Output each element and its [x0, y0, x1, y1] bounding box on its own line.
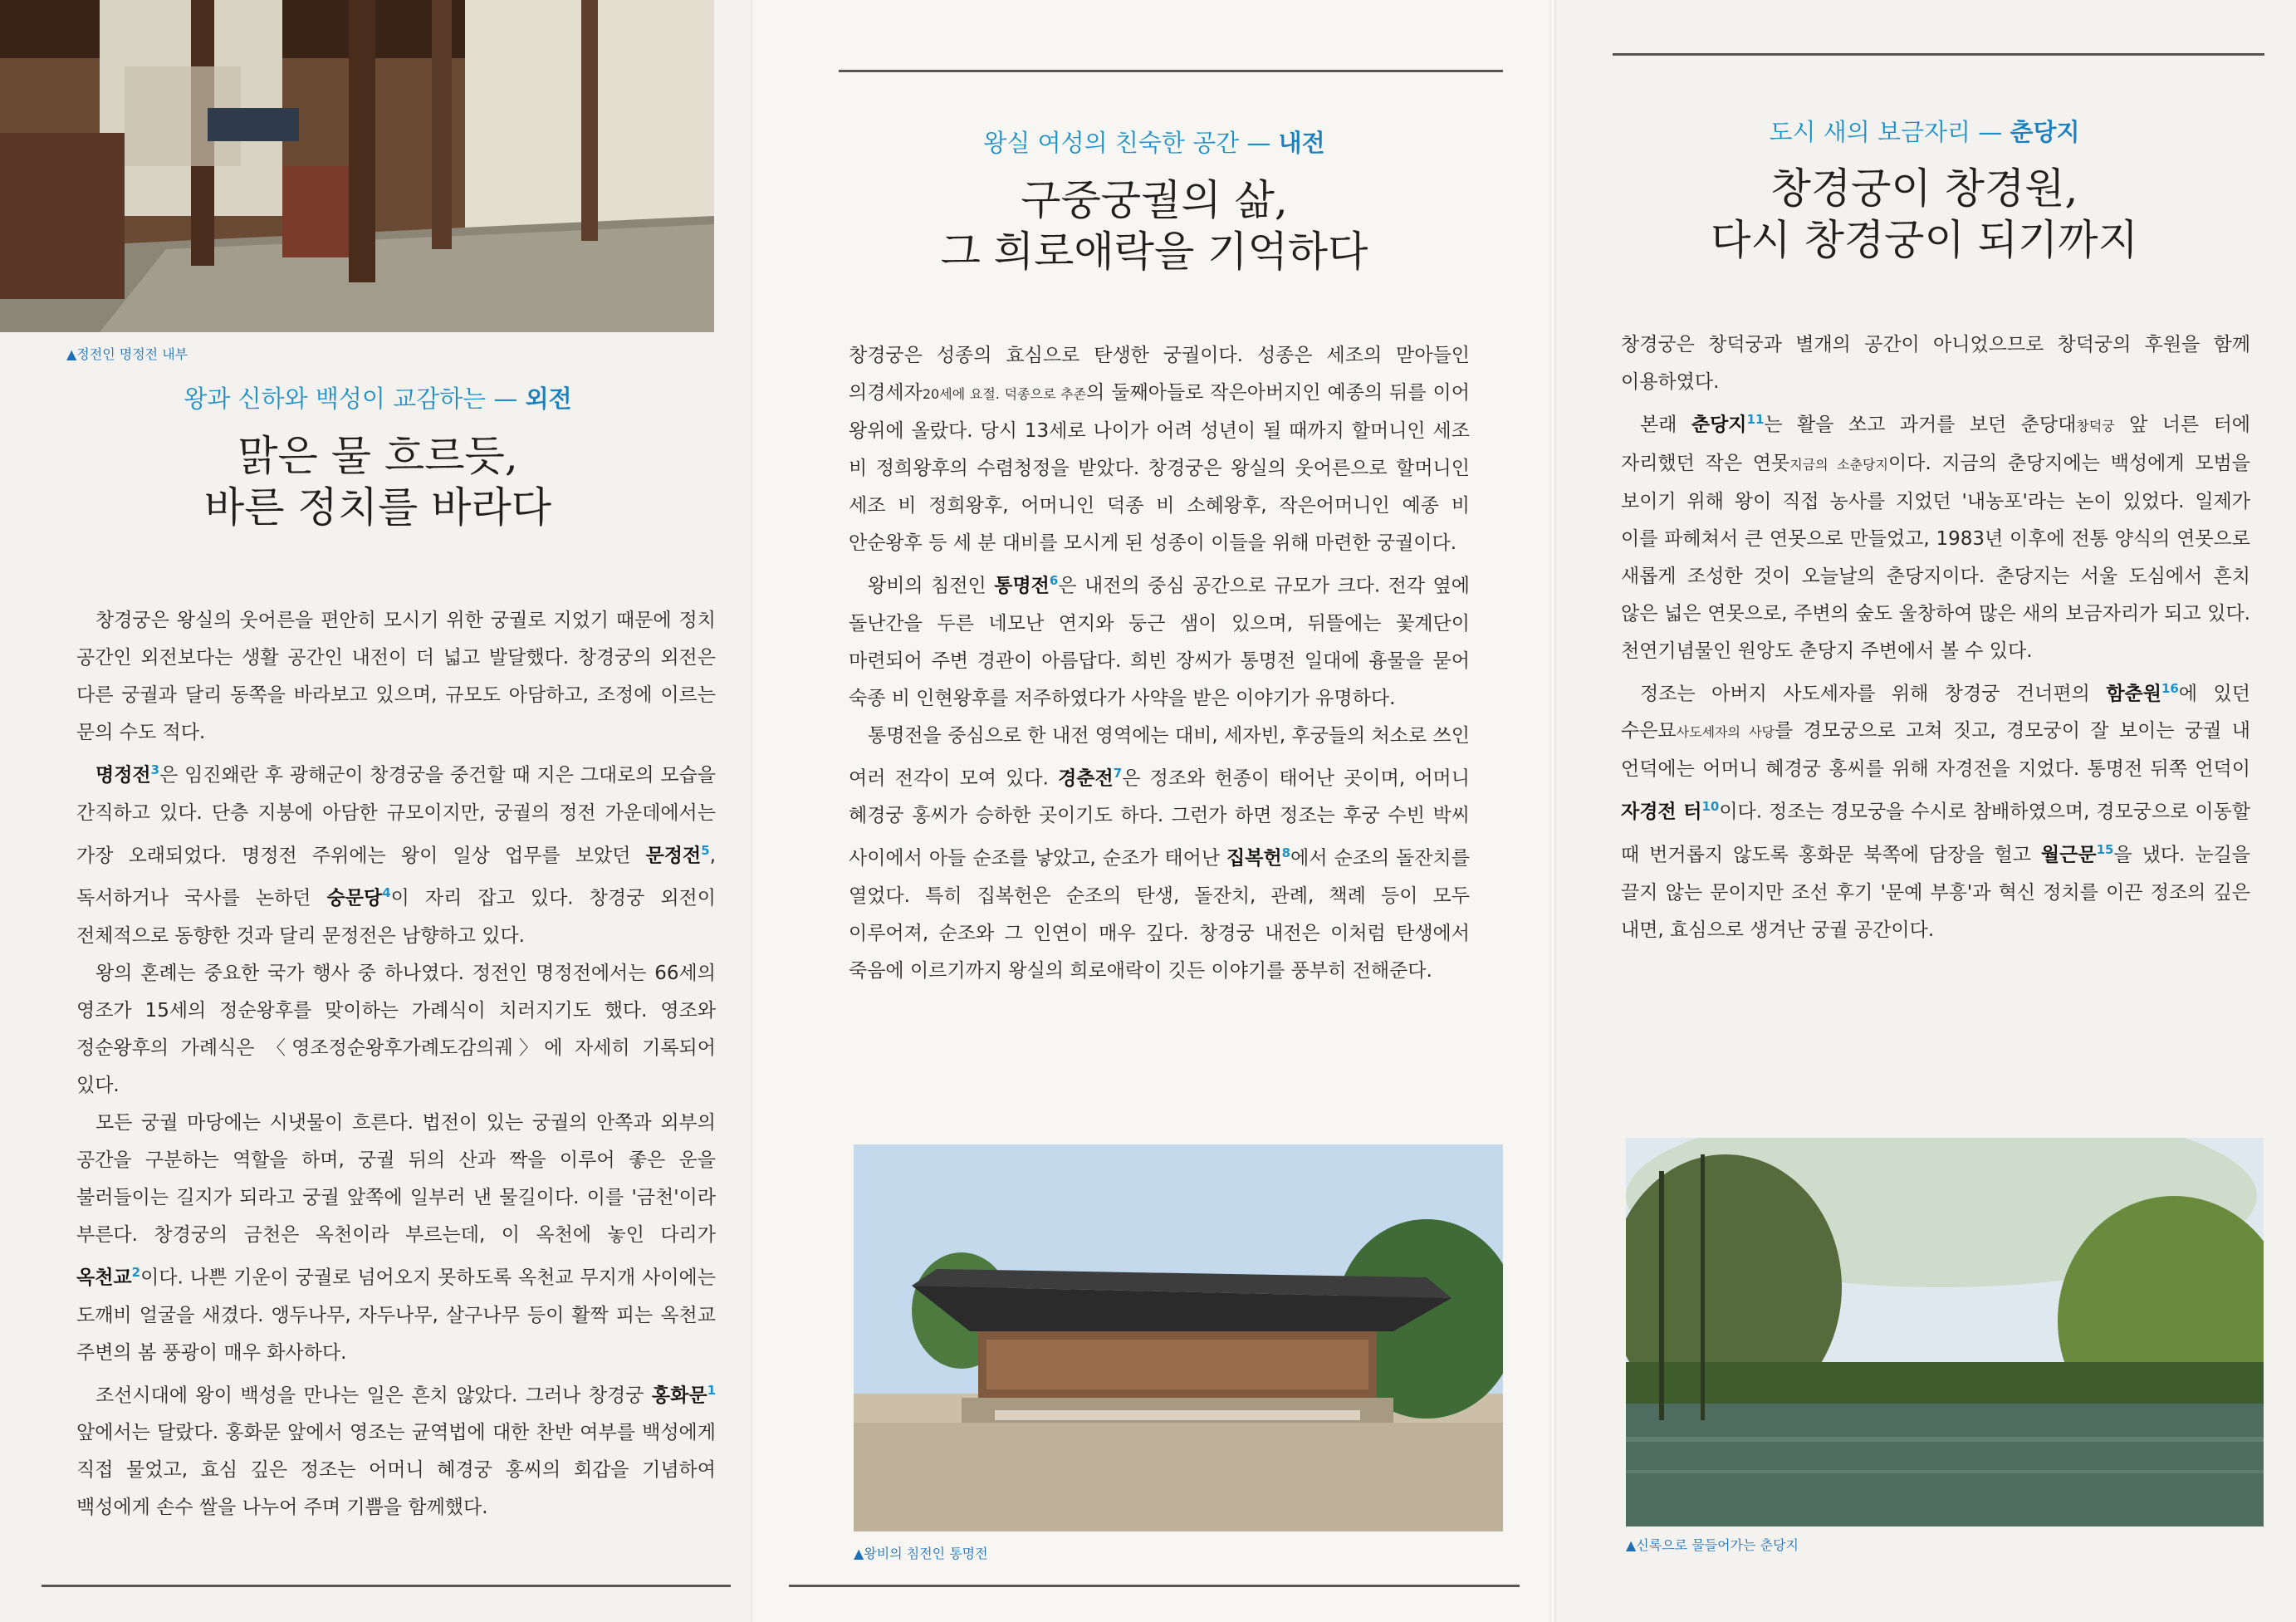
panel-right-chundangji	[1553, 0, 2296, 1622]
paragraph: 창경궁은 창덕궁과 별개의 공간이 아니었으므로 창덕궁의 후원을 함께 이용하였다.	[1621, 334, 2250, 393]
photo-caption: ▲정전인 명정전 내부	[66, 346, 188, 362]
map-number: 16	[2161, 680, 2179, 696]
kicker-text: 왕과 신하와 백성이 교감하는 —	[184, 385, 526, 413]
paragraph: 왕의 혼례는 중요한 국가 행사 중 하나였다. 정전인 명정전에서는 66세의 영조가 15세의 정순왕후를 맞이하는 가례식이 치러지기도 했다. 영조와 정순왕후의 가례식은 〈영조정순왕후가례도감의궤〉에 자세히 기록되어 있다.	[76, 962, 716, 1096]
photo-tongmyeongjeon	[854, 1144, 1503, 1531]
annotation: 사도세자의 사당	[1676, 724, 1775, 741]
bottom-rule	[789, 1585, 1520, 1587]
section-kicker	[0, 380, 756, 414]
section-kicker	[1553, 114, 2296, 148]
paragraph: 조선시대에 왕이 백성을 만나는 일은 흔치 않았다. 그러나 창경궁 홍화문$^1$ 앞에서는 달랐다. 홍화문 앞에서 영조는 균역법에 대한 찬반 여부를 백성에게 직접 물었고, 효심 깊은 정조는 어머니 혜경궁 홍씨의 회갑을 기념하여 백성에게 손수 쌀을 나누어 주며 기쁨을 함께했다.	[76, 1382, 716, 1519]
hall-illustration	[854, 1144, 1503, 1531]
map-number: 2	[131, 1264, 141, 1280]
place-name: 통명전	[994, 575, 1050, 597]
bottom-rule	[42, 1585, 731, 1587]
paragraph: 통명전을 중심으로 한 내전 영역에는 대비, 세자빈, 후궁들의 처소로 쓰인 여러 전각이 모여 있다. 경춘전$^7$은 정조와 헌종이 태어난 곳이며, 어머니 혜경궁 홍씨가 승하한 곳이기도 하다. 그런가 하면 정조는 후궁 수빈 박씨 사이에서 아들 순조를 낳았고, 순조가 태어난 집복헌$^8$에서 순조의 돌잔치를 열었다. 특히 집복헌은 순조의 탄생, 돌잔치, 관례, 책례 등이 모두 이루어져, 순조와 그 인연이 매우 깊다. 창경궁 내전은 이처럼 탄생에서 죽음에 이르기까지 왕실의 희로애락이 깃든 이야기를 풍부히 전해준다.	[849, 724, 1470, 982]
article-body	[1621, 326, 2250, 949]
map-number: 15	[2096, 841, 2114, 857]
map-number: 1	[707, 1382, 716, 1398]
place-name: 함춘원	[2106, 683, 2161, 705]
article-body	[76, 602, 716, 1526]
paragraph: 본래 춘당지$^{11}$는 활을 쏘고 과거를 보던 춘당대창덕궁 앞 너른 터에 자리했던 작은 연못지금의 소춘당지이다. 지금의 춘당지에는 백성에게 모범을 보이기 위해 왕이 직접 농사를 지었던 '내농포'라는 논이 있었다. 일제가 이를 파헤쳐서 큰 연못으로 만들었고, 1983년 이후에 전통 양식의 연못으로 새롭게 조성한 것이 오늘날의 춘당지이다. 춘당지는 서울 도심에서 흔치 않은 넓은 연못으로, 주변의 숲도 울창하여 많은 새의 보금자리가 되고 있다. 천연기념물인 원앙도 춘당지 주변에서 볼 수 있다.	[1621, 412, 2251, 662]
top-rule	[1613, 53, 2264, 56]
annotation: 지금의 소춘당지	[1789, 456, 1888, 473]
pond-illustration	[1626, 1138, 2264, 1526]
map-number: 10	[1701, 799, 1720, 815]
paragraph: 정조는 아버지 사도세자를 위해 창경궁 건너편의 함춘원$^{16}$에 있던 수은묘사도세자의 사당를 경모궁으로 고쳐 짓고, 경모궁이 잘 보이는 궁궐 내 언덕에는 어머니 혜경궁 홍씨를 위해 자경전을 지었다. 통명전 뒤쪽 언덕이 자경전 터$^{10}$이다. 정조는 경모궁을 수시로 참배하였으며, 경모궁으로 이동할 때 번거롭지 않도록 홍화문 북쪽에 담장을 헐고 월근문$^{15}$을 냈다. 눈길을 끌지 않는 문이지만 조선 후기 '문예 부흥'과 혁신 정치를 이끈 정조의 깊은 내면, 효심으로 생겨난 궁궐 공간이다.	[1621, 680, 2250, 941]
kicker-bold: 외전	[525, 385, 572, 413]
map-number: 8	[1281, 845, 1291, 861]
section-kicker	[756, 125, 1553, 159]
top-rule	[839, 70, 1503, 72]
annotation: 창덕궁	[2076, 418, 2115, 434]
annotation: 20세에 요절. 덕종으로 추존	[922, 386, 1087, 402]
panel-middle-inner-hall	[756, 0, 1553, 1622]
photo-caption: ▲신록으로 물들어가는 춘당지	[1626, 1537, 1799, 1553]
section-headline: 구중궁궐의 삶, 그 희로애락을 기억하다	[940, 176, 1368, 276]
place-name: 월근문	[2040, 844, 2097, 866]
interior-illustration	[0, 0, 714, 332]
place-name: 홍화문	[651, 1384, 707, 1407]
place-name: 경춘전	[1058, 767, 1114, 790]
map-number: 7	[1113, 765, 1123, 781]
place-name: 숭문당	[326, 887, 383, 909]
map-number: 4	[382, 885, 391, 901]
photo-myeongjeongjeon-interior	[0, 0, 714, 332]
paragraph: 창경궁은 왕실의 웃어른을 편안히 모시기 위한 궁궐로 지었기 때문에 정치 공간인 외전보다는 생활 공간인 내전이 더 넓고 발달했다. 창경궁의 외전은 다른 궁궐과 달리 동쪽을 바라보고 있으며, 규모도 아담하고, 조정에 이르는 문의 수도 적다.	[76, 610, 716, 743]
paragraph: 왕비의 침전인 통명전$^6$은 내전의 중심 공간으로 규모가 크다. 전각 옆에 돌난간을 두른 네모난 연지와 둥근 샘이 있으며, 뒤뜰에는 꽃계단이 마련되어 주변 경관이 아름답다. 희빈 장씨가 통명전 일대에 흉물을 묻어 숙종 비 인현왕후를 저주하였다가 사약을 받은 이야기가 유명하다.	[849, 573, 1470, 709]
kicker-bold: 내전	[1278, 129, 1325, 157]
map-number: 6	[1049, 573, 1059, 588]
map-number: 11	[1746, 412, 1765, 427]
section-headline: 창경궁이 창경원, 다시 창경궁이 되기까지	[1711, 164, 2138, 264]
photo-caption: ▲왕비의 침전인 통명전	[854, 1546, 988, 1561]
place-name: 문정전	[645, 845, 702, 867]
panel-left-outer-hall	[0, 0, 756, 1622]
place-name: 명정전	[95, 764, 151, 786]
paragraph: 명정전$^3$은 임진왜란 후 광해군이 창경궁을 중건할 때 지은 그대로의 모습을 간직하고 있다. 단층 지붕에 아담한 규모이지만, 궁궐의 정전 가운데에서는 가장 오래되었다. 명정전 주위에는 왕이 일상 업무를 보았던 문정전$^5$, 독서하거나 국사를 논하던 숭문당$^4$이 자리 잡고 있다. 창경궁 외전이 전체적으로 동향한 것과 달리 문정전은 남향하고 있다.	[76, 762, 716, 947]
photo-chundangji-pond	[1626, 1138, 2264, 1526]
paragraph: 창경궁은 성종의 효심으로 탄생한 궁궐이다. 성종은 세조의 맏아들인 의경세자20세에 요절. 덕종으로 추존의 둘째아들로 작은아버지인 예종의 뒤를 이어 왕위에 올랐다. 당시 13세로 나이가 어려 성년이 될 때까지 할머니인 세조 비 정희왕후의 수렴청정을 받았다. 창경궁은 왕실의 웃어른으로 할머니인 세조 비 정희왕후, 어머니인 덕종 비 소혜왕후, 작은어머니인 예종 비 안순왕후 등 세 분 대비를 모시게 된 성종이 이들을 위해 마련한 궁궐이다.	[849, 345, 1470, 554]
place-name: 자경전 터	[1621, 801, 1702, 823]
place-name: 옥천교	[76, 1267, 132, 1289]
paragraph: 모든 궁궐 마당에는 시냇물이 흐른다. 법전이 있는 궁궐의 안쪽과 외부의 공간을 구분하는 역할을 하며, 궁궐 뒤의 산과 짝을 이루어 좋은 운을 불러들이는 길지가 되라고 궁궐 앞쪽에 일부러 낸 물길이다. 이를 '금천'이라 부른다. 창경궁의 금천은 옥천이라 부르는데, 이 옥천에 놓인 다리가 옥천교$^2$이다. 나쁜 기운이 궁궐로 넘어오지 못하도록 옥천교 무지개 사이에는 도깨비 얼굴을 새겼다. 앵두나무, 자두나무, 살구나무 등이 활짝 피는 옥천교 주변의 봄 풍광이 매우 화사하다.	[76, 1111, 716, 1364]
kicker-text: 왕실 여성의 친숙한 공간 —	[983, 129, 1279, 157]
place-name: 춘당지	[1691, 414, 1747, 436]
place-name: 집복헌	[1226, 847, 1282, 870]
map-number: 5	[701, 842, 710, 858]
section-headline: 맑은 물 흐르듯, 바른 정치를 바라다	[203, 432, 552, 532]
kicker-text: 도시 새의 보금자리 —	[1769, 118, 2010, 146]
kicker-bold: 춘당지	[2010, 118, 2080, 146]
article-body	[849, 337, 1470, 990]
map-number: 3	[150, 762, 160, 777]
